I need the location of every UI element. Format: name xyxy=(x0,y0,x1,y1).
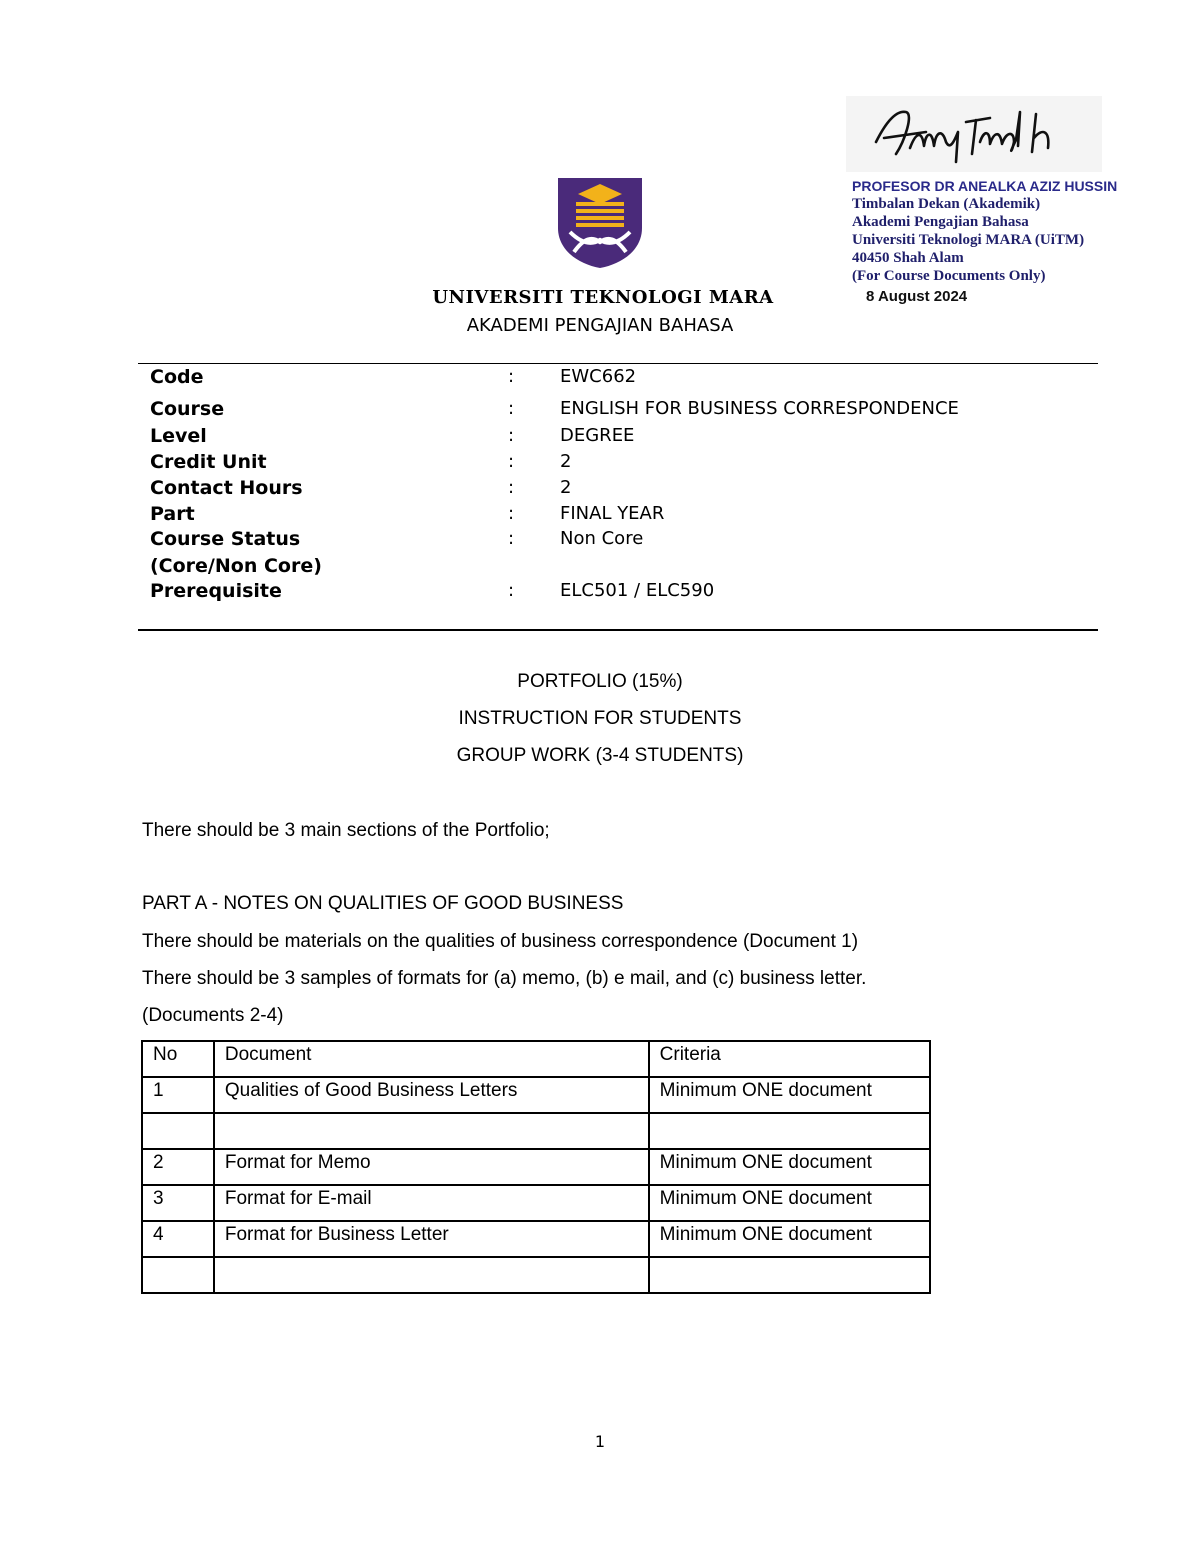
info-row-code xyxy=(150,366,1090,390)
table-cell: 3 xyxy=(142,1185,214,1221)
table-cell: 1 xyxy=(142,1077,214,1113)
table-cell: Minimum ONE document xyxy=(649,1149,930,1185)
stamp-line: (For Course Documents Only) xyxy=(852,268,1046,284)
info-colon: : xyxy=(508,366,515,387)
info-label: Prerequisite xyxy=(150,580,282,602)
info-value: ELC501 / ELC590 xyxy=(560,580,715,601)
table-cell: 2 xyxy=(142,1149,214,1185)
stamp-line: Timbalan Dekan (Akademik) xyxy=(852,196,1041,212)
info-colon: : xyxy=(508,398,515,419)
table-row xyxy=(142,1113,930,1149)
info-colon: : xyxy=(508,580,515,601)
table-cell: Format for E-mail xyxy=(214,1185,649,1221)
info-row-contact-hours xyxy=(150,477,1090,501)
table-cell: Qualities of Good Business Letters xyxy=(214,1077,649,1113)
table-row xyxy=(142,1221,930,1257)
university-name: UNIVERSITI TEKNOLOGI MARA xyxy=(432,287,774,308)
table-cell xyxy=(649,1257,930,1293)
info-label: Code xyxy=(150,366,204,388)
table-header-cell: Criteria xyxy=(649,1041,930,1077)
signature-area xyxy=(846,96,1102,172)
info-colon: : xyxy=(508,528,515,549)
table-header-cell: Document xyxy=(214,1041,649,1077)
table-cell: Format for Business Letter xyxy=(214,1221,649,1257)
endorsement-stamp xyxy=(846,96,1146,316)
info-value: 2 xyxy=(560,477,572,498)
table-row xyxy=(142,1185,930,1221)
part-a-title: PART A - NOTES ON QUALITIES OF GOOD BUSINESS xyxy=(142,893,624,914)
table-cell xyxy=(142,1113,214,1149)
table-cell xyxy=(214,1113,649,1149)
academy-name: AKADEMI PENGAJIAN BAHASA xyxy=(466,315,734,336)
divider xyxy=(138,629,1098,631)
table-cell xyxy=(214,1257,649,1293)
info-value: 2 xyxy=(560,451,572,472)
table-cell: 4 xyxy=(142,1221,214,1257)
paragraph: There should be 3 samples of formats for (a) memo, (b) e mail, and (c) business letter. xyxy=(142,968,867,989)
stamp-date: 8 August 2024 xyxy=(866,288,968,305)
info-label: (Core/Non Core) xyxy=(150,555,322,577)
info-label: Credit Unit xyxy=(150,451,267,473)
info-colon: : xyxy=(508,477,515,498)
info-label: Course Status xyxy=(150,528,301,550)
info-value: ENGLISH FOR BUSINESS CORRESPONDENCE xyxy=(560,398,959,419)
info-row-level xyxy=(150,425,1090,449)
table-cell: Minimum ONE document xyxy=(649,1077,930,1113)
table-cell xyxy=(649,1113,930,1149)
info-row-part xyxy=(150,503,1090,527)
paragraph: (Documents 2-4) xyxy=(142,1005,284,1026)
documents-table xyxy=(141,1040,931,1294)
table-header-cell: No xyxy=(142,1041,214,1077)
info-row-credit-unit xyxy=(150,451,1090,475)
page-number: 1 xyxy=(594,1432,606,1451)
instruction-heading: INSTRUCTION FOR STUDENTS xyxy=(458,708,742,729)
divider xyxy=(138,363,1098,364)
table-cell: Minimum ONE document xyxy=(649,1185,930,1221)
stamp-line: 40450 Shah Alam xyxy=(852,250,964,266)
uitm-crest-icon xyxy=(556,176,644,270)
portfolio-heading: PORTFOLIO (15%) xyxy=(517,671,683,692)
stamp-line: Universiti Teknologi MARA (UiTM) xyxy=(852,232,1085,248)
info-value: EWC662 xyxy=(560,366,637,387)
stamp-line: Akademi Pengajian Bahasa xyxy=(852,214,1029,230)
info-row-core-note xyxy=(150,555,1090,579)
info-row-course xyxy=(150,398,1090,422)
info-value: FINAL YEAR xyxy=(560,503,665,524)
group-work-heading: GROUP WORK (3-4 STUDENTS) xyxy=(456,745,744,766)
info-colon: : xyxy=(508,451,515,472)
intro-text: There should be 3 main sections of the Portfolio; xyxy=(142,820,550,841)
table-cell: Minimum ONE document xyxy=(649,1221,930,1257)
info-value: DEGREE xyxy=(560,425,635,446)
info-label: Level xyxy=(150,425,207,447)
signature-icon xyxy=(866,102,1096,166)
stamp-name: PROFESOR DR ANEALKA AZIZ HUSSIN xyxy=(852,178,1118,194)
info-value: Non Core xyxy=(560,528,644,549)
paragraph: There should be materials on the qualities of business correspondence (Document 1) xyxy=(142,931,859,952)
table-header-row xyxy=(142,1041,930,1077)
info-colon: : xyxy=(508,425,515,446)
info-row-prerequisite xyxy=(150,580,1090,604)
info-label: Course xyxy=(150,398,225,420)
info-colon: : xyxy=(508,503,515,524)
table-cell xyxy=(142,1257,214,1293)
table-row xyxy=(142,1149,930,1185)
table-cell: Format for Memo xyxy=(214,1149,649,1185)
info-label: Contact Hours xyxy=(150,477,303,499)
info-label: Part xyxy=(150,503,195,525)
table-row xyxy=(142,1257,930,1293)
info-row-course-status xyxy=(150,528,1090,552)
table-row xyxy=(142,1077,930,1113)
